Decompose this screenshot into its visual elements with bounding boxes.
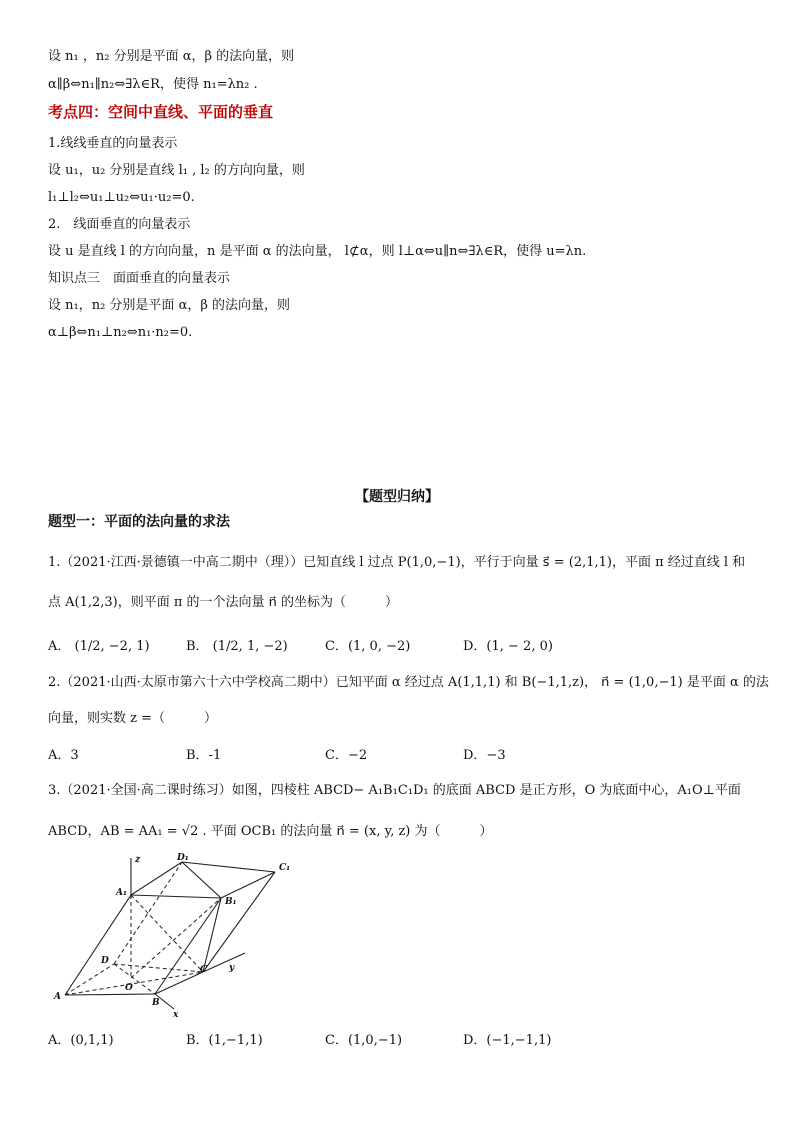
section-heading: 考点四：空间中直线、平面的垂直 bbox=[48, 103, 274, 121]
section-title: 【题型归纳】 bbox=[355, 489, 439, 505]
label-d1: D₁ bbox=[177, 853, 189, 863]
label-x: x bbox=[173, 1010, 179, 1020]
text-line: 设 n₁，n₂ 分别是平面 α，β 的法向量，则 bbox=[48, 298, 290, 313]
option-d: D．(1, − 2, 0) bbox=[463, 639, 553, 654]
text-line: 设 u₁，u₂ 分别是直线 l₁ , l₂ 的方向向量，则 bbox=[48, 163, 305, 178]
option-c: C．−2 bbox=[325, 748, 368, 763]
label-b: B bbox=[152, 998, 160, 1008]
text-line: α⊥β⇔n₁⊥n₂⇔n₁·n₂=0. bbox=[48, 325, 193, 340]
question-3-line-1: 3.（2021·全国·高二课时练习）如图，四棱柱 ABCD− A₁B₁C₁D₁ 的底面 ABCD 是正方形，O 为底面中心，A₁O⊥平面 bbox=[48, 783, 741, 798]
option-a: A．3 bbox=[48, 748, 79, 763]
text-line: 知识点三 面面垂直的向量表示 bbox=[48, 271, 231, 286]
text-line: l₁⊥l₂⇔u₁⊥u₂⇔u₁·u₂=0. bbox=[48, 190, 195, 205]
question-1-line-2: 点 A(1,2,3)，则平面 π 的一个法向量 n⃗ 的坐标为（ ） bbox=[48, 595, 399, 610]
label-c1: C₁ bbox=[279, 863, 291, 873]
option-c: C．(1, 0, −2) bbox=[325, 639, 411, 654]
label-z: z bbox=[135, 855, 141, 865]
option-b: B．(1,−1,1) bbox=[186, 1033, 263, 1048]
prism-figure bbox=[48, 848, 318, 1020]
option-a: A． (1/2, −2, 1) bbox=[48, 639, 150, 654]
label-d: D bbox=[101, 956, 109, 966]
label-a1: A₁ bbox=[116, 888, 127, 898]
label-o: O bbox=[125, 983, 133, 993]
option-c: C．(1,0,−1) bbox=[325, 1033, 403, 1048]
question-1-line-1: 1.（2021·江西·景德镇一中高二期中（理））已知直线 l 过点 P(1,0,−1)，平行于向量 s⃗ = (2,1,1)，平面 π 经过直线 l 和 bbox=[48, 555, 746, 570]
text-line: 1.线线垂直的向量表示 bbox=[48, 136, 178, 151]
label-a: A bbox=[54, 992, 61, 1002]
label-b1: B₁ bbox=[225, 897, 237, 907]
text-line: 设 n₁ ，n₂ 分别是平面 α，β 的法向量，则 bbox=[48, 49, 295, 64]
option-d: D．−3 bbox=[463, 748, 506, 763]
label-y: y bbox=[229, 963, 235, 973]
question-3-line-2: ABCD，AB = AA₁ = √2 . 平面 OCB₁ 的法向量 n⃗ = (x, y, z) 为（ ） bbox=[48, 824, 493, 839]
option-d: D．(−1,−1,1) bbox=[463, 1033, 552, 1048]
option-b: B．-1 bbox=[186, 748, 222, 763]
option-a: A．(0,1,1) bbox=[48, 1033, 114, 1048]
option-b: B． (1/2, 1, −2) bbox=[186, 639, 288, 654]
question-type-title: 题型一：平面的法向量的求法 bbox=[48, 514, 230, 530]
question-2-line-1: 2.（2021·山西·太原市第六十六中学校高二期中）已知平面 α 经过点 A(1,1,1) 和 B(−1,1,z)， n⃗ = (1,0,−1) 是平面 α 的法 bbox=[48, 675, 769, 690]
text-line: α∥β⇔n₁∥n₂⇔∃λ∈R，使得 n₁=λn₂ . bbox=[48, 77, 258, 92]
question-2-line-2: 向量，则实数 z =（ ） bbox=[48, 711, 218, 726]
label-c: C bbox=[200, 965, 208, 975]
text-line: 设 u 是直线 l 的方向向量，n 是平面 α 的法向量， l⊄α，则 l⊥α⇔u∥n⇔∃λ∈R，使得 u=λn. bbox=[48, 244, 587, 259]
text-line: 2. 线面垂直的向量表示 bbox=[48, 217, 191, 232]
